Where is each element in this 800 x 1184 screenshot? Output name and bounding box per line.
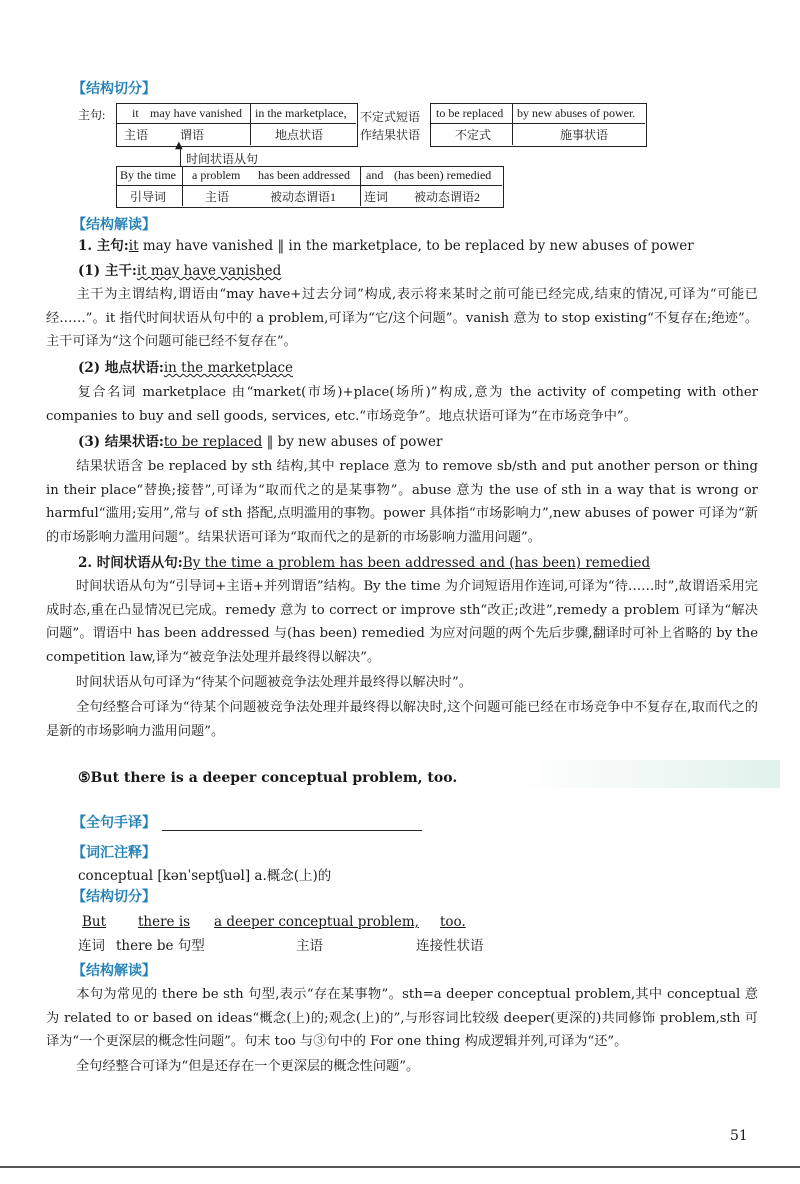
d2-lbl-pred2: 被动态谓语2 bbox=[414, 190, 481, 204]
heading-time-clause: 2. 时间状语从句:By the time a problem has been addressed and (has been) remedied bbox=[78, 555, 651, 571]
para-s5-translation: 全句经整合可译为“但是还存在一个更深层的概念性问题”。 bbox=[76, 1059, 420, 1074]
para-time-translation: 时间状语从句可译为“待某个问题被竞争法处理并最终得以解决时”。 bbox=[76, 675, 472, 690]
d2-remedied: (has been) remedied bbox=[394, 168, 492, 182]
decorative-band bbox=[520, 760, 780, 788]
para-full-translation: 全句经整合可译为“待某个问题被竞争法处理并最终得以解决时,这个问题可能已经在市场竞争中不复存在,取而代之的是新的市场影响力滥用问题”。 bbox=[46, 700, 758, 739]
d1-it: it bbox=[132, 106, 139, 120]
para-place: 复合名词 marketplace 由“market(市场)+place(场所)”构成,意为 the activity of competing with other companies to buy and sell goods, services, etc.“市场竞争”。地点状语可译为“在市场竞争中”。 bbox=[46, 385, 758, 424]
d1-lbl-result: 作结果状语 bbox=[360, 128, 421, 142]
struct-split-tag: 【结构切分】 bbox=[72, 81, 156, 97]
para-result: 结果状语含 be replaced by sth 结构,其中 replace 意为 to remove sb/sth and put another person or thing in their place“替换;接替”,可译为“取而代之的是某事物”。abuse 意为 the use of sth in a way that is wrong or harmful“滥用;妄用”,常与 of sth 搭配,点明滥用的事物。power 具体指“市场影响力”,new abuses of power 可译为“新的市场影响力滥用问题”。结果状语可译为“取而代之的是新的市场影响力滥用问题”。 bbox=[46, 459, 758, 545]
split-subject: a deeper conceptual problem, bbox=[214, 914, 419, 930]
vocab-conceptual: conceptual [kənˈseptʃuəl] a.概念(上)的 bbox=[78, 868, 332, 884]
d2-by-the-time: By the time bbox=[120, 168, 176, 182]
para-trunk: 主干为主谓结构,谓语由“may have+过去分词”构成,表示将来某时之前可能已经完成,结束的情况,可译为“可能已经……”。it 指代时间状语从句中的 a problem,可译为“它/这个问题”。vanish 意为 to stop existing“不复存在;绝迹”。主干可译为“这个问题可能已经不复存在”。 bbox=[46, 287, 758, 349]
d2-addressed: has been addressed bbox=[258, 168, 350, 182]
d1-lbl-pred: 谓语 bbox=[180, 128, 205, 142]
d2-lbl-conj: 连词 bbox=[364, 190, 389, 204]
split-lbl-conj: 连词 bbox=[78, 938, 105, 954]
heading-main-clause: 1. 主句:it may have vanished ‖ in the marketplace, to be replaced by new abuses of power bbox=[78, 238, 694, 254]
para-time-clause: 时间状语从句为“引导词+主语+并列谓语”结构。By the time 为介词短语用作连词,可译为“待……时”,故谓语采用完成时态,重在凸显情况已完成。remedy 意为 to correct or improve sth“改正;改进”,remedy a problem 可译为“解决问题”。谓语中 has been addressed 与(has been) remedied 为应对问题的两个先后步骤,翻译时可补上省略的 by the competition law,译为“被竞争法处理并最终得以解决”。 bbox=[46, 579, 758, 665]
d1-place: in the marketplace, bbox=[255, 106, 347, 120]
split-lbl-subj: 主语 bbox=[296, 938, 323, 954]
arrow-up-icon: ▲ bbox=[175, 140, 183, 151]
split-lbl-there-be: there be 句型 bbox=[116, 938, 205, 954]
d1-to-be-replaced: to be replaced bbox=[436, 106, 504, 120]
bottom-rule bbox=[0, 1166, 800, 1168]
d1-lbl-agent: 施事状语 bbox=[560, 128, 609, 142]
full-translate-tag: 【全句手译】 bbox=[72, 815, 156, 831]
d1-infinitive-phrase: 不定式短语 bbox=[360, 110, 421, 124]
main-clause-label: 主句: bbox=[78, 108, 106, 122]
para-s5-analysis: 本句为常见的 there be sth 句型,表示“存在某事物”。sth=a deeper conceptual problem,其中 conceptual 意为 related to or based on ideas“概念(上)的;观念(上)的”,与形容词比较级 deeper(更深的)共同修饰 problem,sth 可译为“一个更深层的概念性问题”。句末 too 与③句中的 For one thing 构成逻辑并列,可译为“还”。 bbox=[46, 987, 758, 1049]
heading-place: (2) 地点状语:in the marketplace bbox=[78, 360, 294, 376]
d2-lbl-subj: 主语 bbox=[205, 190, 230, 204]
d1-time-clause-label: 时间状语从句 bbox=[186, 152, 259, 166]
split-lbl-adv: 连接性状语 bbox=[416, 938, 484, 954]
d2-a-problem: a problem bbox=[192, 168, 241, 182]
d2-lbl-pred1: 被动态谓语1 bbox=[270, 190, 337, 204]
d1-lbl-inf: 不定式 bbox=[455, 128, 492, 142]
struct-read-tag-2: 【结构解读】 bbox=[72, 963, 156, 979]
page-number: 51 bbox=[730, 1128, 748, 1144]
vocab-tag: 【词汇注释】 bbox=[72, 845, 156, 861]
split-there-is: there is bbox=[138, 914, 191, 930]
heading-trunk: (1) 主干:it may have vanished bbox=[78, 263, 282, 279]
d2-and: and bbox=[366, 168, 384, 182]
heading-result: (3) 结果状语:to be replaced ‖ by new abuses of power bbox=[78, 434, 443, 450]
translation-blank-line bbox=[162, 830, 422, 831]
struct-read-tag: 【结构解读】 bbox=[72, 217, 156, 233]
split-but: But bbox=[82, 914, 107, 930]
d2-lbl-intro: 引导词 bbox=[130, 190, 167, 204]
sentence-5-title: ⑤But there is a deeper conceptual problem, too. bbox=[78, 770, 458, 786]
d1-lbl-subj: 主语 bbox=[124, 128, 149, 142]
d1-verb: may have vanished bbox=[150, 106, 242, 120]
struct-split-tag-2: 【结构切分】 bbox=[72, 889, 156, 905]
split-too: too. bbox=[440, 914, 466, 930]
d1-by-abuses: by new abuses of power. bbox=[517, 106, 636, 120]
d1-lbl-place: 地点状语 bbox=[275, 128, 324, 142]
